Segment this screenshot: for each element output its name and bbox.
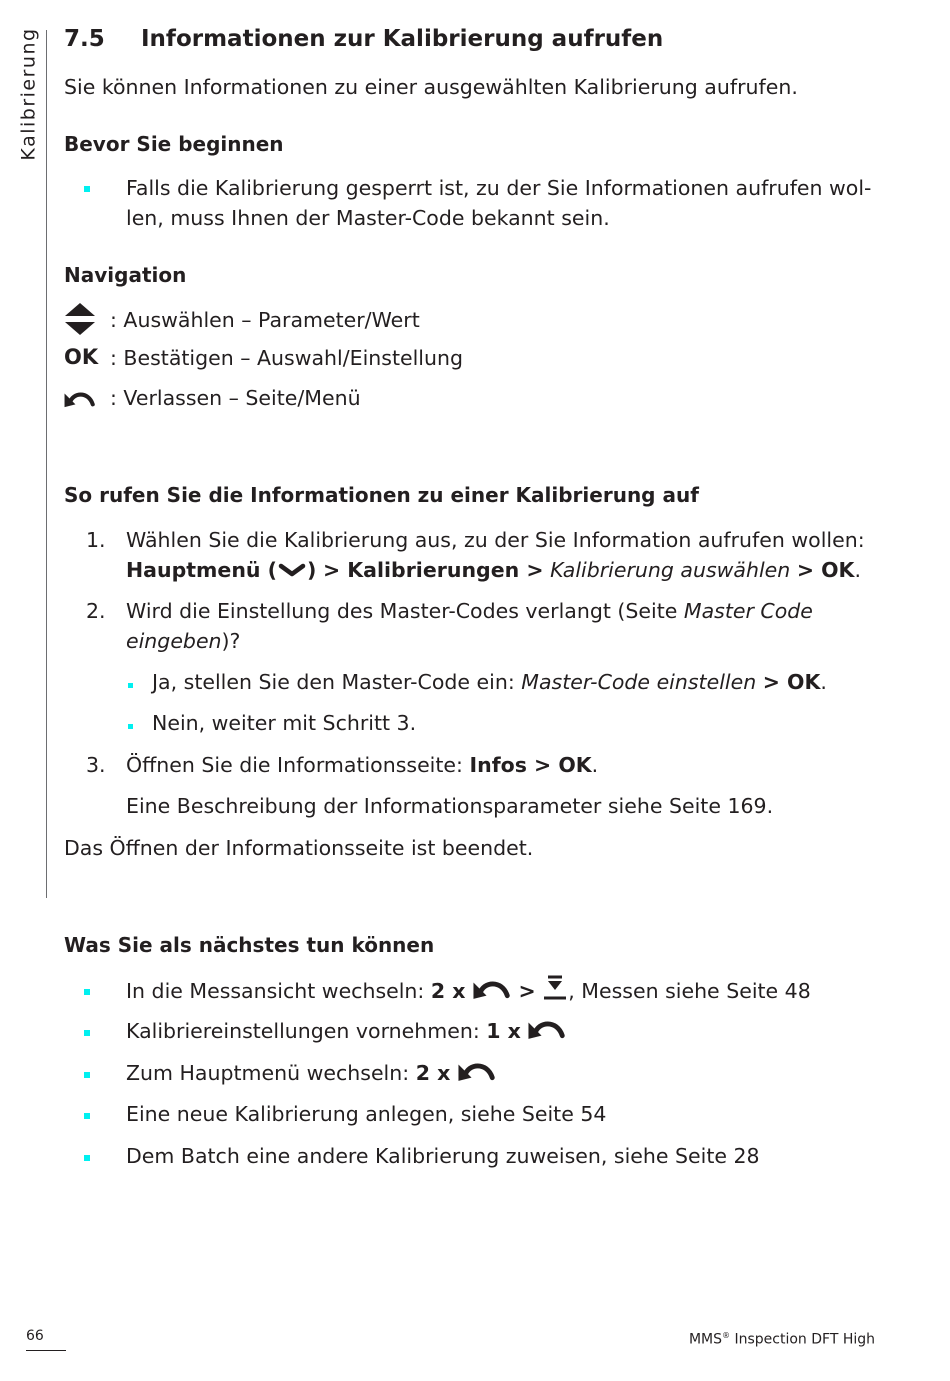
step2-line1: [126, 596, 813, 626]
step1-line1: Wählen Sie die Kalibrierung aus, zu der Sie Information aufrufen wollen:: [126, 528, 865, 552]
next-heading: Was Sie als nächstes tun können: [64, 933, 435, 957]
bullet-marker: [84, 1030, 90, 1036]
step3-infos-ok: Infos > OK: [469, 753, 592, 777]
step2-yes-text: Ja, stellen Sie den Master-Code ein:: [152, 670, 522, 694]
side-tab: [16, 27, 42, 161]
section-title: [64, 24, 663, 54]
footer-product: [689, 1327, 875, 1349]
footer-divider: [26, 1350, 66, 1351]
back-arrow-icon: [527, 1016, 567, 1048]
before-heading: Bevor Sie beginnen: [64, 132, 284, 156]
nav-select-text: : Auswählen – Parameter/Wert: [110, 308, 420, 332]
step1-number: 1.: [86, 528, 106, 552]
before-item-line2: len, muss Ihnen der Master-Code bekannt sein.: [126, 206, 610, 230]
bullet-marker: [84, 1072, 90, 1078]
step3-line: [126, 750, 598, 780]
next-item2-text: Kalibriereinstellungen vornehmen:: [126, 1019, 487, 1043]
back-arrow-icon: [62, 385, 98, 411]
section-title-text: Informationen zur Kalibrierung aufrufen: [141, 26, 664, 52]
nav-ok-text: : Bestätigen – Auswahl/Einstellung: [110, 346, 463, 370]
next-item1-gt: >: [518, 979, 536, 1003]
ok-key-label: OK: [64, 345, 99, 369]
step2-yes-ok: > OK: [762, 670, 821, 694]
step2-yes: [152, 667, 827, 697]
bullet-marker: [84, 186, 90, 192]
step2-yes-end: .: [820, 670, 827, 694]
step2-link-b: eingeben: [126, 629, 222, 653]
procedure-done: Das Öffnen der Informationsseite ist beendet.: [64, 836, 534, 860]
bullet-marker: [128, 724, 133, 729]
step1-paren-close: ): [307, 558, 317, 582]
next-item1-count: 2 x: [430, 979, 466, 1003]
step3-note: Eine Beschreibung der Informationsparameter siehe Seite 169.: [126, 794, 774, 818]
next-item1-text: In die Messansicht wechseln:: [126, 979, 431, 1003]
next-item3-count: 2 x: [415, 1061, 451, 1085]
registered-mark: ®: [722, 1331, 731, 1340]
step2-line2-end: )?: [221, 629, 241, 653]
next-item-batch: Dem Batch eine andere Kalibrierung zuweisen, siehe Seite 28: [126, 1144, 760, 1168]
navigation-heading: Navigation: [64, 263, 187, 287]
step1-line2: [126, 555, 861, 586]
step2-no: Nein, weiter mit Schritt 3.: [152, 711, 417, 735]
step3-end: .: [591, 753, 599, 777]
intro-text: Sie können Informationen zu einer ausgewählten Kalibrierung aufrufen.: [64, 75, 798, 99]
side-tab-label: Kalibrierung: [18, 27, 40, 161]
step1-calibrations: > Kalibrierungen >: [322, 558, 544, 582]
step1-select: Kalibrierung auswählen: [550, 558, 791, 582]
bullet-marker: [128, 683, 133, 688]
procedure-heading: So rufen Sie die Informationen zu einer Kalibrierung auf: [64, 483, 699, 507]
bullet-marker: [84, 989, 90, 995]
bullet-marker: [84, 1113, 90, 1119]
next-item2-count: 1 x: [486, 1019, 521, 1043]
before-item-line1: Falls die Kalibrierung gesperrt ist, zu der Sie Informationen aufrufen wol-: [126, 176, 872, 200]
step1-end: .: [854, 558, 861, 582]
next-item-settings: [126, 1016, 567, 1048]
step1-main-menu: Hauptmenü (: [126, 558, 278, 582]
page-number: 66: [26, 1328, 44, 1344]
footer-product-model: Inspection DFT High: [730, 1331, 875, 1348]
footer-product-name: MMS: [688, 1331, 723, 1348]
step3-text: Öffnen Sie die Informationsseite:: [126, 753, 470, 777]
step3-number: 3.: [86, 753, 106, 777]
step2-line2: [126, 626, 240, 656]
measure-icon: [542, 975, 568, 1009]
next-item-main-menu: [126, 1058, 497, 1090]
step2-line1-text: Wird die Einstellung des Master-Codes verlangt (Seite: [126, 599, 684, 623]
next-item-measure: [126, 975, 811, 1009]
step2-number: 2.: [86, 599, 106, 623]
next-item3-text: Zum Hauptmenü wechseln:: [126, 1061, 416, 1085]
up-down-arrows-icon: [62, 301, 98, 337]
bullet-marker: [84, 1155, 90, 1161]
back-arrow-icon: [457, 1058, 497, 1090]
nav-back-text: : Verlassen – Seite/Menü: [110, 386, 361, 410]
step2-link-a: Master Code: [683, 599, 813, 623]
next-item1-rest: , Messen siehe Seite 48: [568, 979, 811, 1003]
step2-yes-setting: Master-Code einstellen: [521, 670, 757, 694]
side-divider: [46, 30, 47, 898]
step1-ok: > OK: [796, 558, 855, 582]
back-arrow-icon: [472, 976, 512, 1008]
section-number: 7.5: [64, 26, 105, 52]
next-item-new-calibration: Eine neue Kalibrierung anlegen, siehe Seite 54: [126, 1102, 607, 1126]
chevron-down-icon: [277, 556, 307, 586]
